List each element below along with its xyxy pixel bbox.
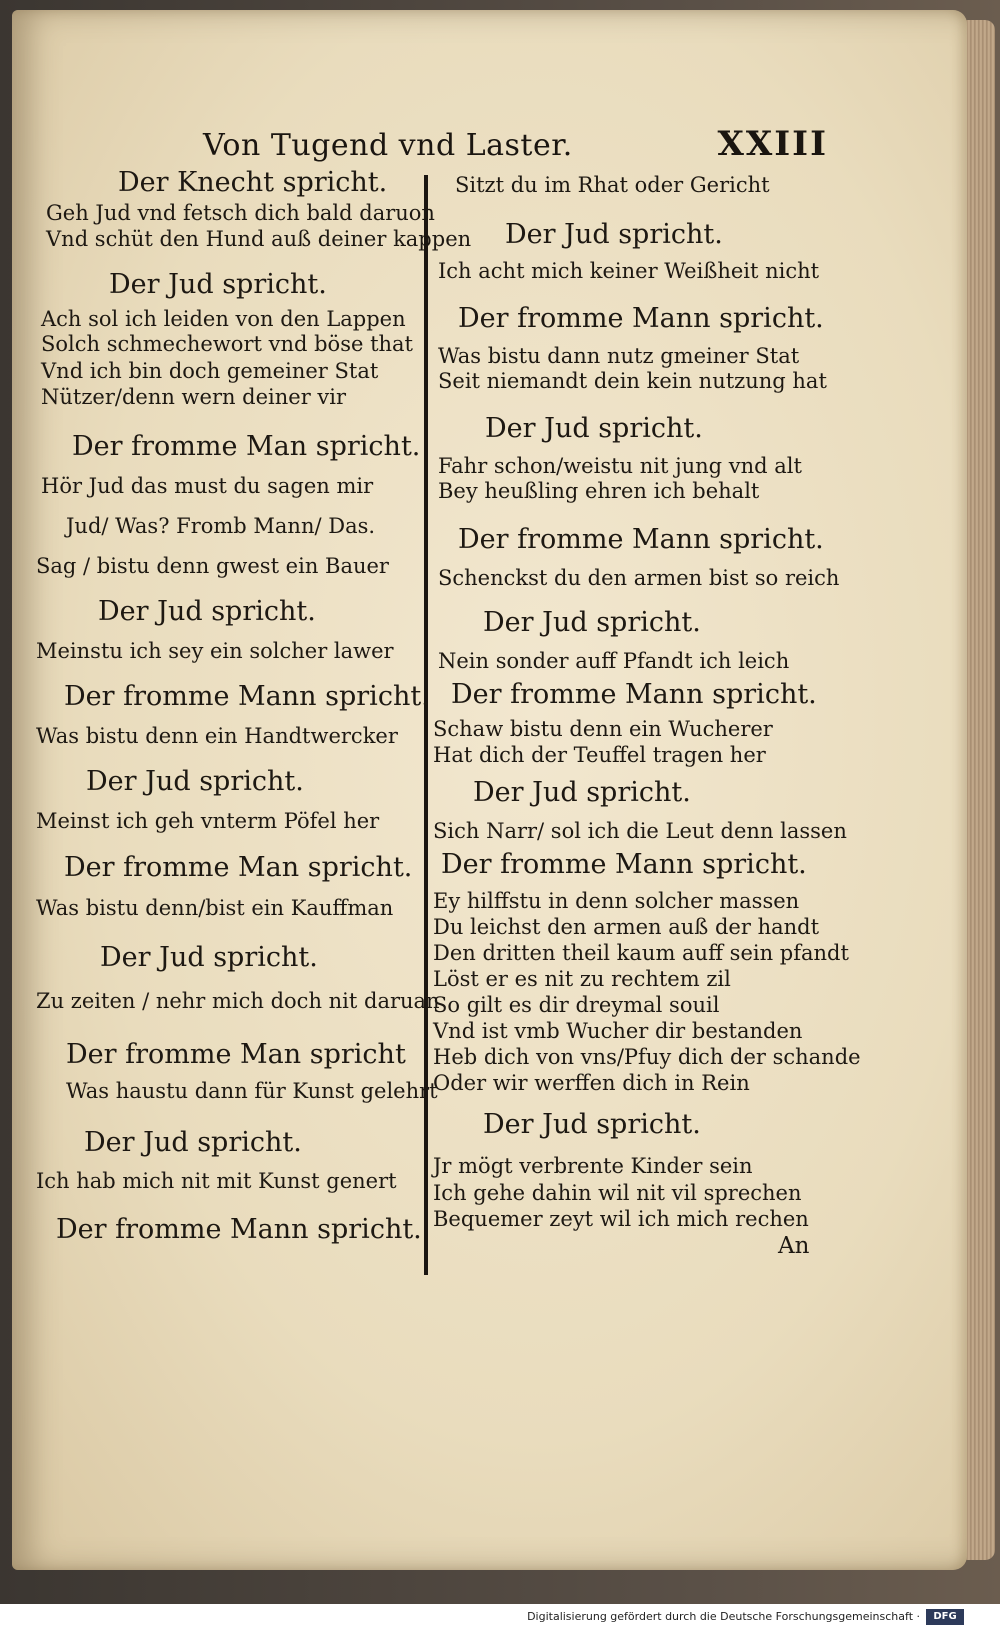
speaker-heading: Der Jud spricht. [483, 1109, 701, 1140]
speaker-heading: Der Jud spricht. [98, 596, 316, 627]
verse-line: Zu zeiten / nehr mich doch nit daruan [36, 989, 440, 1013]
speaker-heading: Der fromme Mann spricht. [458, 524, 824, 555]
speaker-heading: Der fromme Mann spricht. [64, 681, 430, 712]
speaker-heading: Der fromme Man spricht [66, 1039, 406, 1070]
verse-line: Bequemer zeyt wil ich mich rechen [433, 1207, 809, 1231]
verse-line: Ich acht mich keiner Weißheit nicht [438, 259, 820, 283]
verse-line: Jud/ Was? Fromb Mann/ Das. [66, 514, 376, 538]
speaker-heading: Der fromme Mann spricht. [451, 679, 817, 710]
funding-credit: Digitalisierung gefördert durch die Deutsche Forschungsgemeinschaft · [527, 1610, 920, 1623]
speaker-heading: Der Knecht spricht. [118, 167, 388, 198]
verse-line: Geh Jud vnd fetsch dich bald daruon [46, 201, 435, 225]
speaker-heading: Der Jud spricht. [109, 269, 327, 300]
verse-line: Nützer/denn wern deiner vir [41, 385, 347, 409]
footer-bar [0, 1604, 1000, 1632]
verse-line: Hör Jud das must du sagen mir [41, 474, 374, 498]
verse-line: Sich Narr/ sol ich die Leut denn lassen [433, 819, 847, 843]
verse-line: Vnd ist vmb Wucher dir bestanden [433, 1019, 803, 1043]
speaker-heading: Der fromme Man spricht. [72, 431, 421, 462]
verse-line: Seit niemandt dein kein nutzung hat [438, 369, 827, 393]
verse-line: Ich gehe dahin wil nit vil sprechen [433, 1181, 802, 1205]
verse-line: Ey hilffstu in denn solcher massen [433, 889, 800, 913]
verse-line: Nein sonder auff Pfandt ich leich [438, 649, 790, 673]
verse-line: Bey heußling ehren ich behalt [438, 479, 760, 503]
verse-line: Heb dich von vns/Pfuy dich der schande [433, 1045, 861, 1069]
verse-line: So gilt es dir dreymal souil [433, 993, 720, 1017]
verse-line: Solch schmechewort vnd böse that [41, 332, 413, 356]
page-header [203, 124, 828, 168]
speaker-heading: Der Jud spricht. [86, 766, 304, 797]
verse-line: Ich hab mich nit mit Kunst genert [36, 1169, 397, 1193]
catchword: An [778, 1233, 810, 1259]
verse-line: Vnd ich bin doch gemeiner Stat [41, 359, 379, 383]
verse-line: Ach sol ich leiden von den Lappen [41, 307, 406, 331]
verse-line: Hat dich der Teuffel tragen her [433, 743, 766, 767]
verse-line: Den dritten theil kaum auff sein pfandt [433, 941, 849, 965]
verse-line: Fahr schon/weistu nit jung vnd alt [438, 454, 802, 478]
verse-line: Du leichst den armen auß der handt [433, 915, 820, 939]
verse-line: Oder wir werffen dich in Rein [433, 1071, 750, 1095]
verse-line: Vnd schüt den Hund auß deiner kappen [46, 227, 472, 251]
speaker-heading: Der fromme Man spricht. [64, 852, 413, 883]
verse-line: Schaw bistu denn ein Wucherer [433, 717, 773, 741]
speaker-heading: Der Jud spricht. [100, 942, 318, 973]
verse-line: Jr mögt verbrente Kinder sein [433, 1154, 753, 1178]
verse-line: Meinstu ich sey ein solcher lawer [36, 639, 394, 663]
verse-line: Sag / bistu denn gwest ein Bauer [36, 554, 389, 578]
running-title: Von Tugend vnd Laster. [203, 128, 573, 163]
folio-number: XXIII [717, 124, 828, 164]
verse-line: Was bistu dann nutz gmeiner Stat [438, 344, 800, 368]
verse-line: Was bistu denn ein Handtwercker [36, 724, 398, 748]
verse-line: Löst er es nit zu rechtem zil [433, 967, 731, 991]
verse-line: Schenckst du den armen bist so reich [438, 566, 840, 590]
speaker-heading: Der Jud spricht. [483, 607, 701, 638]
dfg-logo: DFG [926, 1609, 964, 1625]
verse-line: Meinst ich geh vnterm Pöfel her [36, 809, 380, 833]
verse-line: Sitzt du im Rhat oder Gericht [455, 173, 770, 197]
speaker-heading: Der fromme Mann spricht. [441, 849, 807, 880]
speaker-heading: Der fromme Mann spricht. [56, 1214, 422, 1245]
speaker-heading: Der Jud spricht. [485, 413, 703, 444]
speaker-heading: Der Jud spricht. [473, 777, 691, 808]
verse-line: Was bistu denn/bist ein Kauffman [36, 896, 394, 920]
speaker-heading: Der Jud spricht. [84, 1127, 302, 1158]
column-rule [424, 175, 428, 1275]
speaker-heading: Der Jud spricht. [505, 219, 723, 250]
speaker-heading: Der fromme Mann spricht. [458, 303, 824, 334]
verse-line: Was haustu dann für Kunst gelehrt [66, 1079, 438, 1103]
